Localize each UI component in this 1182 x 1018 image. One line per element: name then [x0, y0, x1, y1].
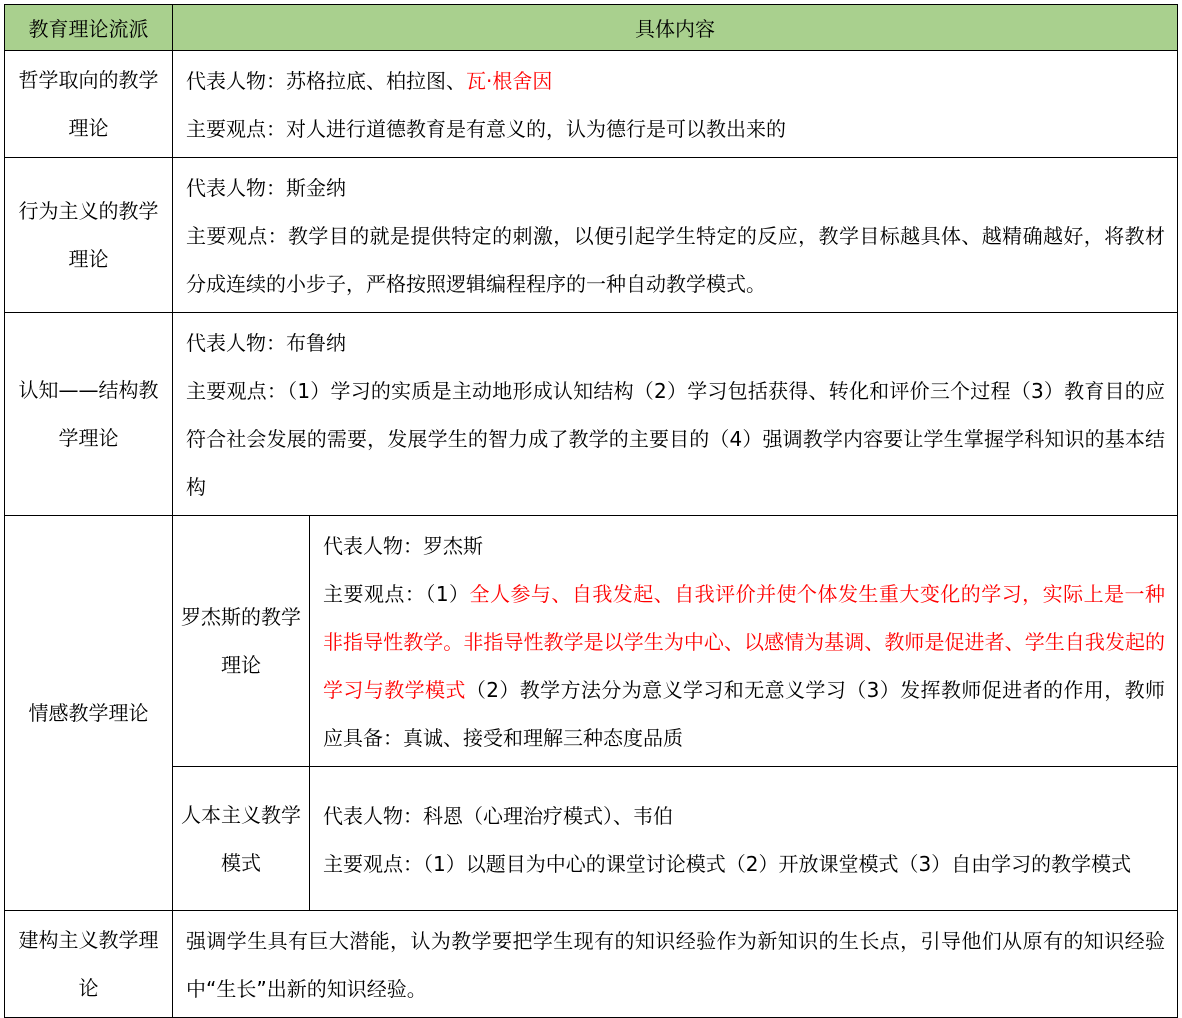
sub-school-cell: 人本主义教学模式 [173, 767, 310, 911]
table-row [5, 911, 1178, 1018]
representatives: 代表人物：科恩（心理治疗模式）、韦伯 [323, 803, 673, 828]
content-cell [173, 911, 1178, 1018]
table-row [5, 516, 1178, 767]
school-cell: 情感教学理论 [5, 516, 173, 911]
representatives: 代表人物：布鲁纳 [186, 331, 346, 355]
representatives: 代表人物：罗杰斯 [323, 534, 483, 558]
main-view: 主要观点：（1）学习的实质是主动地形成认知结构（2）学习包括获得、转化和评价三个过程（3）教育目的应符合社会发展的需要，发展学生的智力成了教学的主要目的（4）强调教学内容要让学生掌握学科知识的基本结构 [186, 379, 1165, 499]
content-cell [310, 767, 1178, 911]
table-row [5, 767, 1178, 911]
table-row [5, 313, 1178, 516]
table-row [5, 51, 1178, 158]
theory-table [4, 4, 1178, 1018]
table-row [5, 158, 1178, 313]
content-cell [310, 516, 1178, 767]
content-cell [173, 313, 1178, 516]
content-text: 强调学生具有巨大潜能，认为教学要把学生现有的知识经验作为新知识的生长点，引导他们从原有的知识经验中“生长”出新的知识经验。 [186, 929, 1165, 1001]
main-view: 主要观点：（1）以题目为中心的课堂讨论模式（2）开放课堂模式（3）自由学习的教学模式 [323, 851, 1132, 876]
main-view: 主要观点：（1）全人参与、自我发起、自我评价并使个体发生重大变化的学习，实际上是一种非指导性教学。非指导性教学是以学生为中心、以感情为基调、教师是促进者、学生自我发起的学习与教学模式（2）教学方法分为意义学习和无意义学习（3）发挥教师促进者的作用，教师应具备：真诚、接受和理解三种态度品质 [323, 582, 1166, 750]
school-cell: 建构主义教学理论 [5, 911, 173, 1018]
sub-school-cell: 罗杰斯的教学理论 [173, 516, 310, 767]
main-view: 主要观点：教学目的就是提供特定的刺激，以便引起学生特定的反应，教学目标越具体、越精确越好，将教材分成连续的小步子，严格按照逻辑编程程序的一种自动教学模式。 [186, 224, 1166, 296]
header-content: 具体内容 [173, 5, 1178, 51]
school-cell: 哲学取向的教学理论 [5, 51, 173, 158]
content-cell [173, 51, 1178, 158]
representatives: 代表人物：苏格拉底、柏拉图、瓦·根舍因 [186, 69, 553, 93]
header-row [5, 5, 1178, 51]
school-cell: 认知——结构教学理论 [5, 313, 173, 516]
content-cell [173, 158, 1178, 313]
school-cell: 行为主义的教学理论 [5, 158, 173, 313]
representatives: 代表人物：斯金纳 [186, 176, 346, 200]
header-school: 教育理论流派 [5, 5, 173, 51]
main-view: 主要观点：对人进行道德教育是有意义的，认为德行是可以教出来的 [186, 117, 786, 141]
